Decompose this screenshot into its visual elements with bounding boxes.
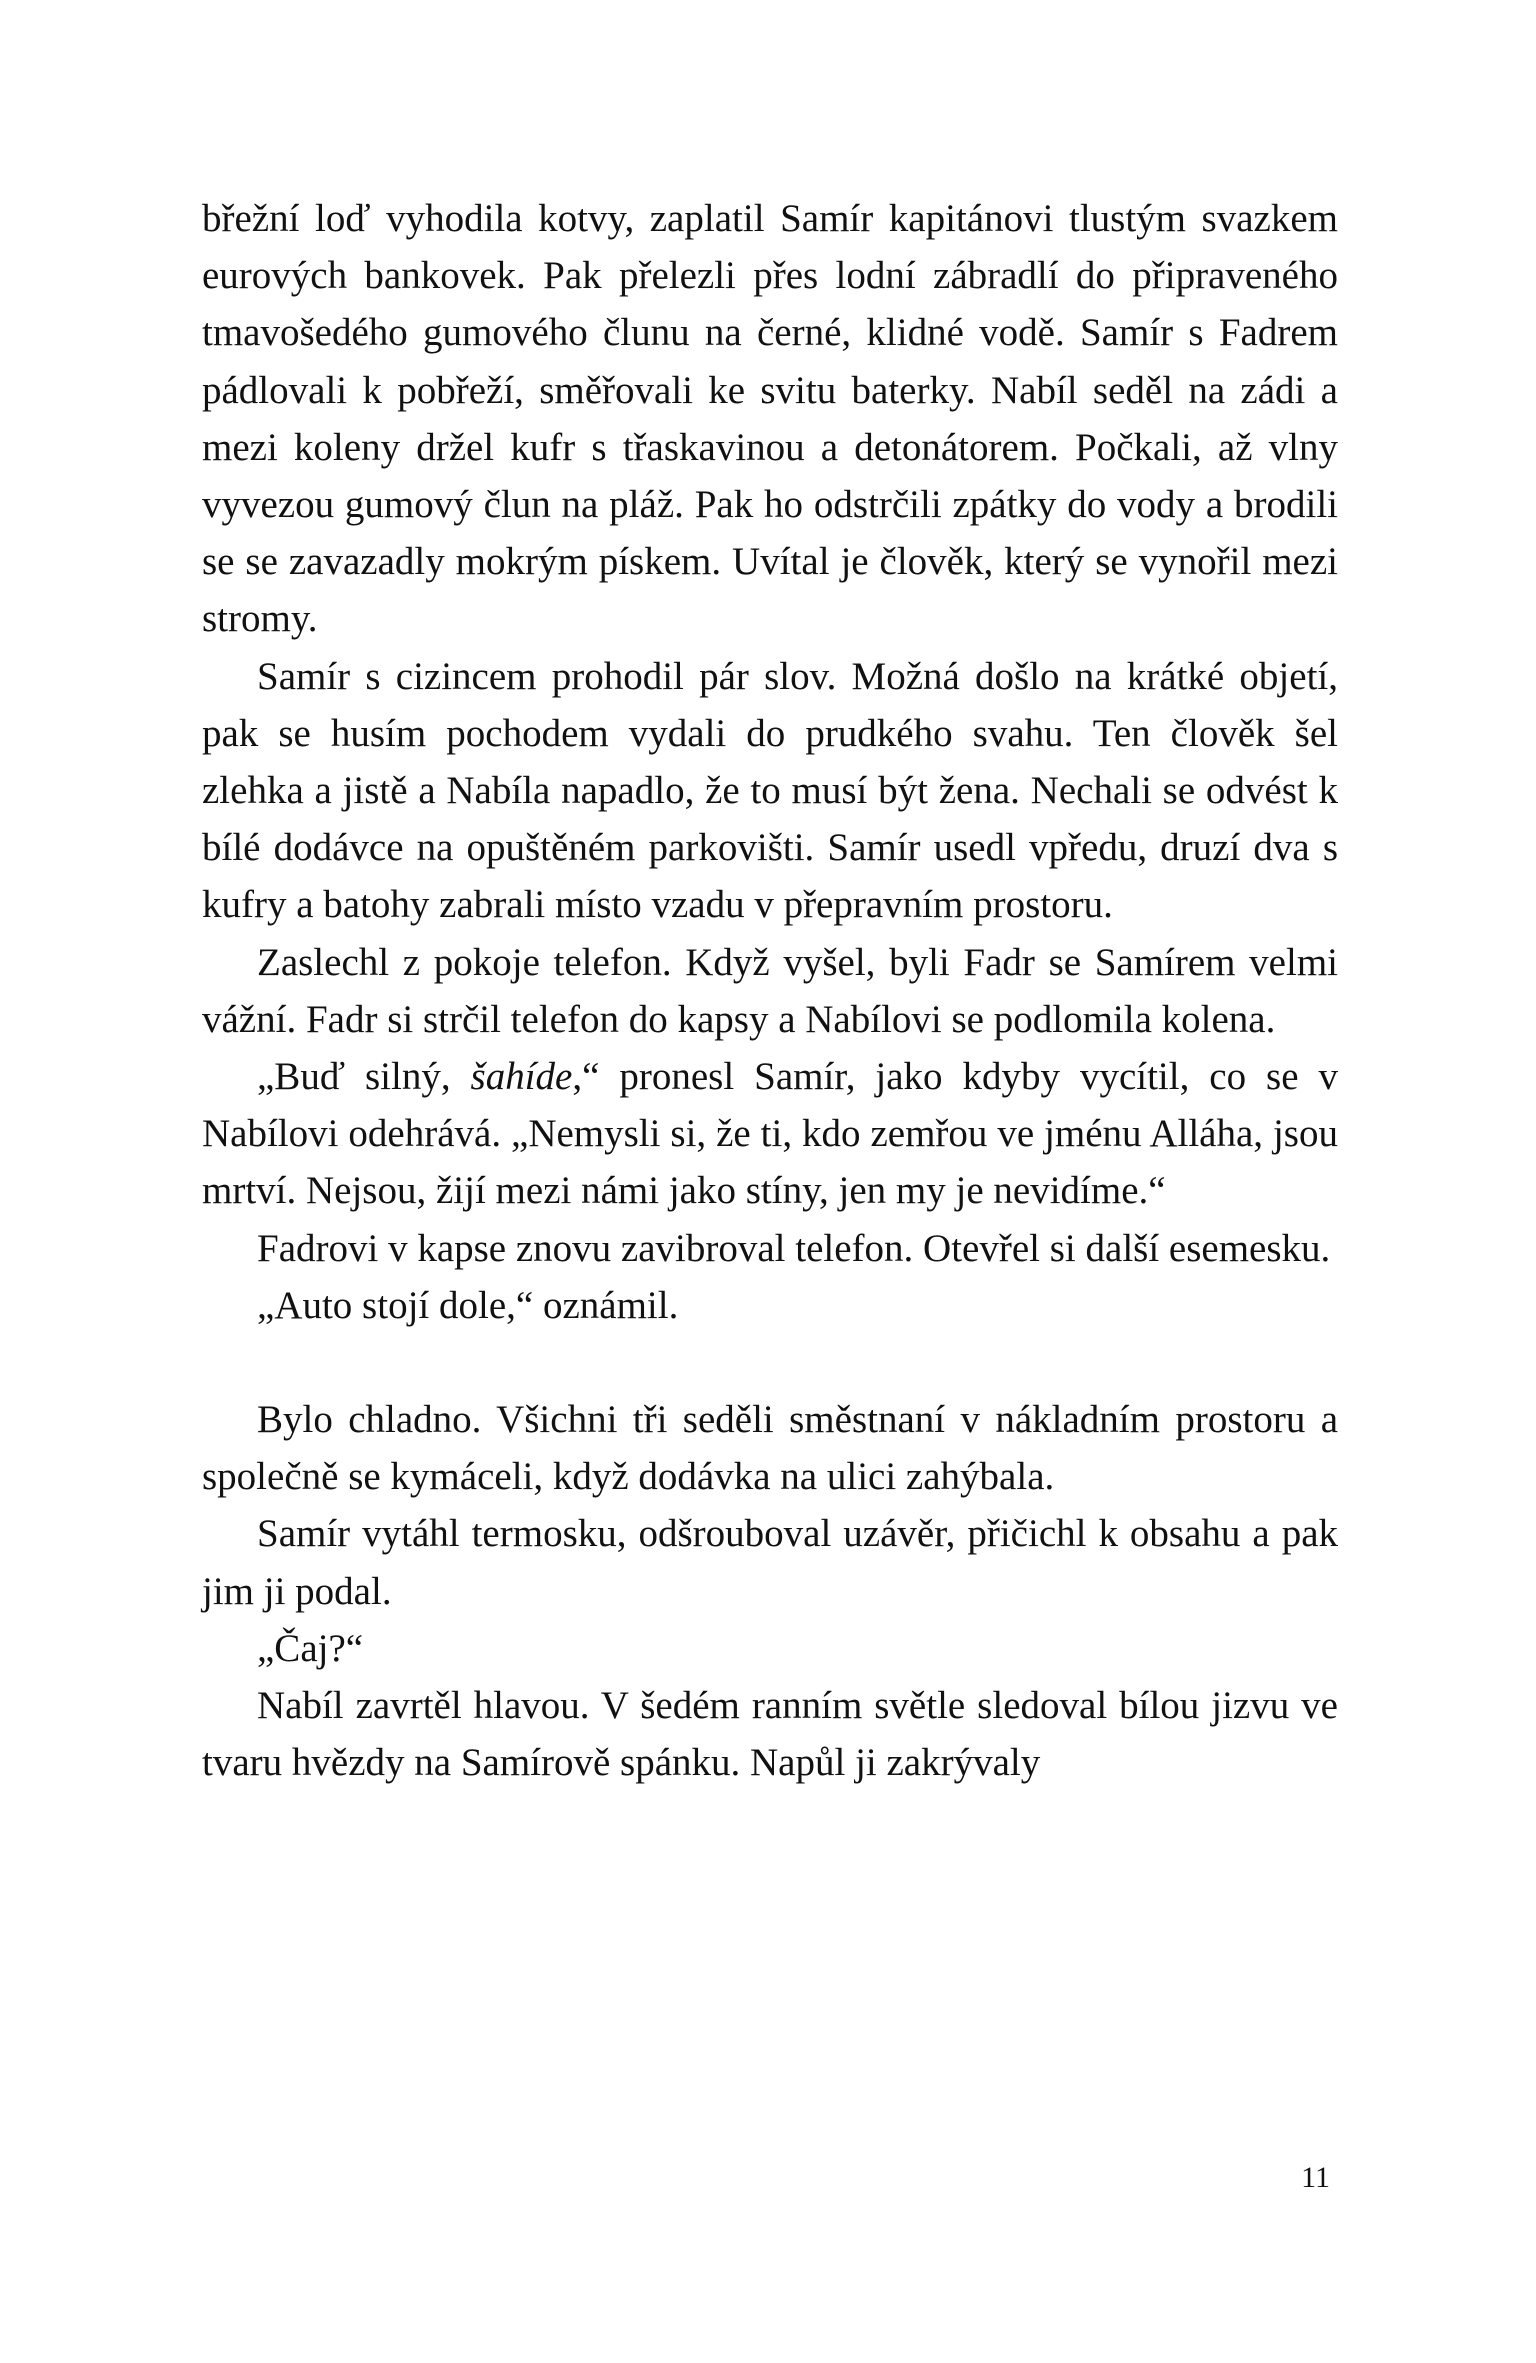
paragraph-2: Samír s cizincem prohodil pár slov. Možná došlo na krátké objetí, pak se husím pochodem vydali do prudkého svahu. Ten člověk šel zlehka a jistě a Nabíla napadlo, že to musí být žena. Nechali se odvést k bílé dodávce na opuštěném parkovišti. Samír usedl vpředu, druzí dva s kufry a batohy zabrali místo vzadu v přepravním prostoru. [202,654,1338,927]
paragraph-9: „Čaj?“ [257,1626,364,1670]
paragraph-3: Zaslechl z pokoje telefon. Když vyšel, byli Fadr se Samírem velmi vážní. Fadr si strčil telefon do kapsy a Nabílovi se podlomila kolena. [202,940,1338,1041]
section-break [202,1334,1338,1391]
body-text [202,190,1338,1791]
paragraph-8: Samír vytáhl termosku, odšrouboval uzávěr, přičichl k obsahu a pak jim ji podal. [202,1512,1338,1613]
paragraph-4-after: ,“ pronesl Samír, jako kdyby vycítil, co se v Nabílovi odehrává. „Nemysli si, že ti, kdo zemřou ve jménu Alláha, jsou mrtví. Nejsou, žijí mezi námi jako stíny, jen my je nevidíme.“ [202,1055,1338,1213]
paragraph-10: Nabíl zavrtěl hlavou. V šedém ranním světle sledoval bílou jizvu ve tvaru hvězdy na Samírově spánku. Napůl ji zakrývaly [202,1684,1338,1785]
page-number: 11 [1301,2161,1330,2194]
paragraph-7: Bylo chladno. Všichni tři seděli směstnaní v nákladním prostoru a společně se kymáceli, když dodávka na ulici zahýbala. [202,1398,1338,1499]
paragraph-4-before: „Buď silný, [257,1055,471,1099]
paragraph-6: „Auto stojí dole,“ oznámil. [257,1283,679,1327]
paragraph-4 [202,1048,1338,1220]
paragraph-4-italic-word: šahíde [470,1055,573,1099]
paragraph-1: břežní loď vyhodila kotvy, zaplatil Samír kapitánovi tlustým svazkem eurových bankovek. Pak přelezli přes lodní zábradlí do připraveného tmavošedého gumového člunu na černé, klidné vodě. Samír s Fadrem pádlovali k pobřeží, směřovali ke svitu baterky. Nabíl seděl na zádi a mezi koleny držel kufr s třaskavinou a detonátorem. Počkali, až vlny vyvezou gumový člun na pláž. Pak ho odstrčili zpátky do vody a brodili se se zavazadly mokrým pískem. Uvítal je člověk, který se vynořil mezi stromy. [202,197,1338,641]
paragraph-5: Fadrovi v kapse znovu zavibroval telefon. Otevřel si další esemesku. [257,1226,1331,1270]
